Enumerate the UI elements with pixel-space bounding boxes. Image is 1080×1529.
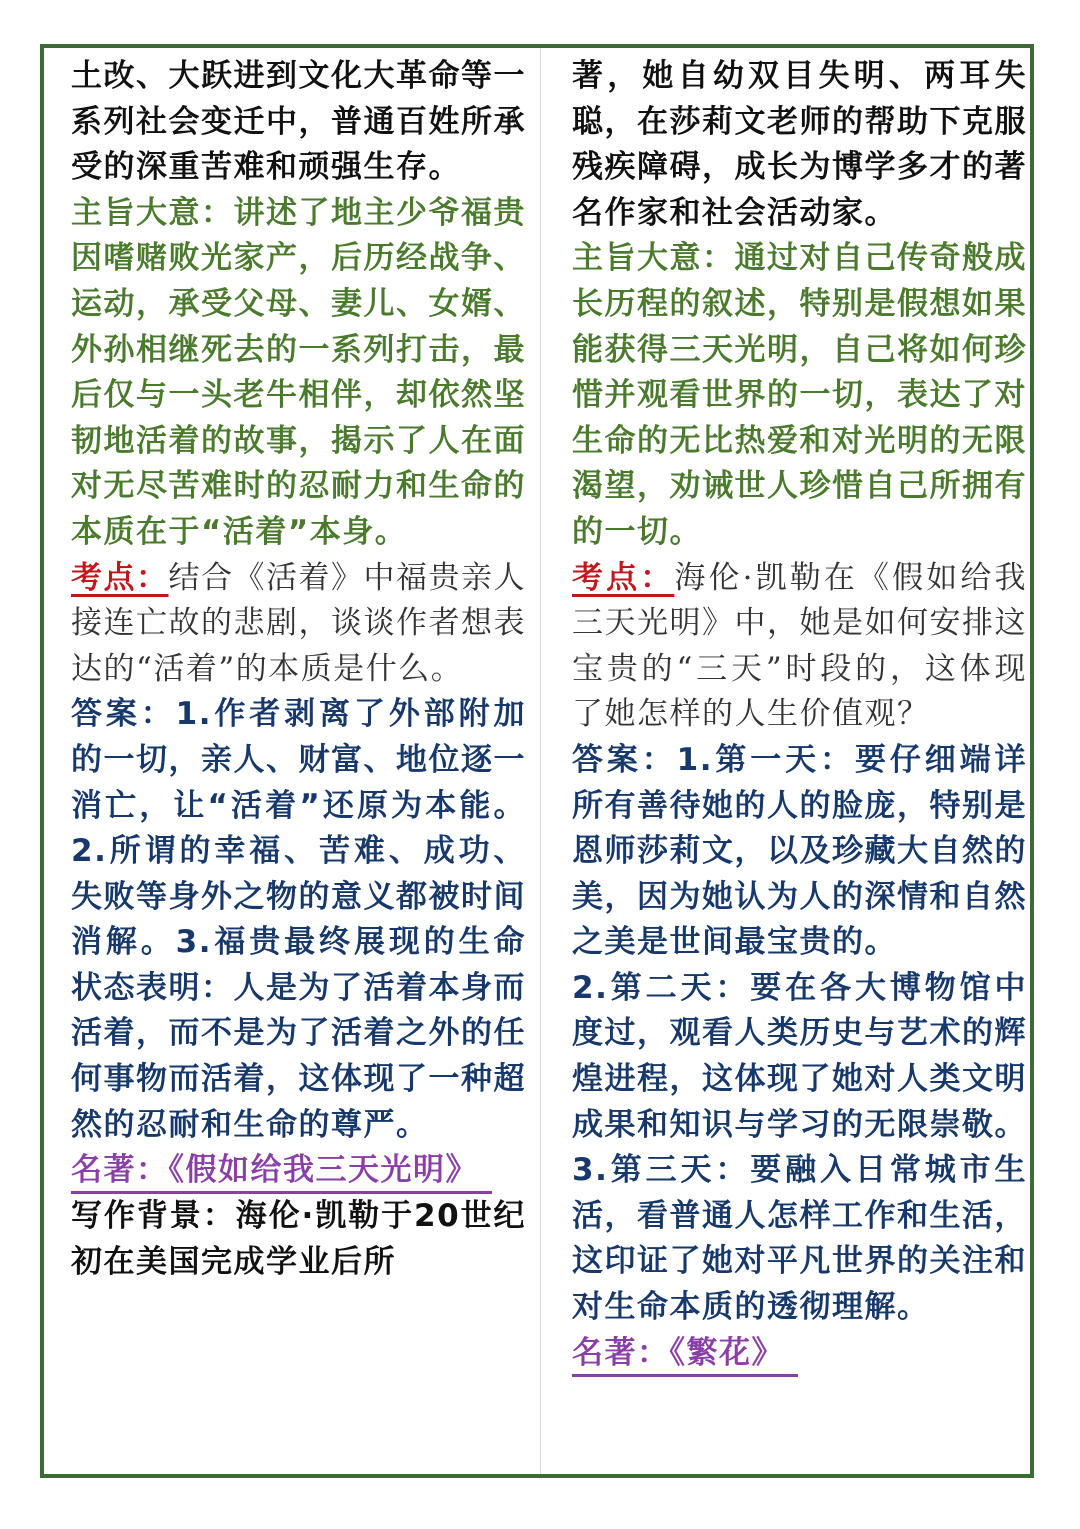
right-exam-text: 海伦·凯勒在《假如给我三天光明》中，她是如何安排这宝贵的“三天”时段的，这体现了她怎样的人生价值观？ [572, 559, 1028, 733]
right-answer-part1: 答案：1.第一天：要仔细端详所有善待她的人的脸庞，特别是恩师莎莉文，以及珍藏大自然的美，因为她认为人的深情和自然之美是世间最宝贵的。 [572, 741, 1027, 961]
left-column [71, 54, 526, 1285]
right-exam-point [572, 556, 1027, 738]
right-work-title-line [572, 1331, 1027, 1377]
left-exam-text: 结合《活着》中福贵亲人接连亡故的悲剧，谈谈作者想表达的“活着”的本质是什么。 [71, 559, 526, 687]
right-exam-label: 考点： [572, 559, 675, 596]
right-answer-part2: 2.第二天：要在各大博物馆中度过，观看人类历史与艺术的辉煌进程，这体现了她对人类文明成果和知识与学习的无限崇敬。3.第三天：要融入日常城市生活，看普通人怎样工作和生活，这印证了她对平凡世界的关注和对生命本质的透彻理解。 [572, 969, 1027, 1326]
left-answer: 答案：1.作者剥离了外部附加的一切，亲人、财富、地位逐一消亡，让“活着”还原为本能。2.所谓的幸福、苦难、成功、失败等身外之物的意义都被时间消解。3.福贵最终展现的生命状态表明：人是为了活着本身而活着，而不是为了活着之外的任何事物而活着，这体现了一种超然的忍耐和生命的尊严。 [71, 696, 526, 1143]
left-work-title-line [71, 1148, 526, 1194]
right-work-title: 名著：《繁花》 [572, 1332, 798, 1377]
left-exam-label: 考点： [71, 559, 169, 596]
left-continued-text: 土改、大跃进到文化大革命等一系列社会变迁中，普通百姓所承受的深重苦难和顽强生存。 [71, 58, 526, 186]
left-theme: 主旨大意：讲述了地主少爷福贵因嗜赌败光家产，后历经战争、运动，承受父母、妻儿、女婿、外孙相继死去的一系列打击，最后仅与一头老牛相伴，却依然坚韧地活着的故事，揭示了人在面对无尽苦难时的忍耐力和生命的本质在于“活着”本身。 [71, 194, 526, 550]
left-work-title: 名著：《假如给我三天光明》 [71, 1149, 492, 1194]
right-column [572, 54, 1027, 1377]
left-exam-point [71, 556, 526, 693]
right-theme: 主旨大意：通过对自己传奇般成长历程的叙述，特别是假想如果能获得三天光明，自己将如何珍惜并观看世界的一切，表达了对生命的无比热爱和对光明的无限渴望，劝诫世人珍惜自己所拥有的一切。 [572, 240, 1027, 550]
left-background: 写作背景：海伦·凯勒于20世纪初在美国完成学业后所 [71, 1198, 526, 1280]
page-frame [40, 44, 1034, 1478]
column-divider [540, 48, 541, 1474]
right-continued-text: 著，她自幼双目失明、两耳失聪，在莎莉文老师的帮助下克服残疾障碍，成长为博学多才的著名作家和社会活动家。 [572, 58, 1027, 231]
